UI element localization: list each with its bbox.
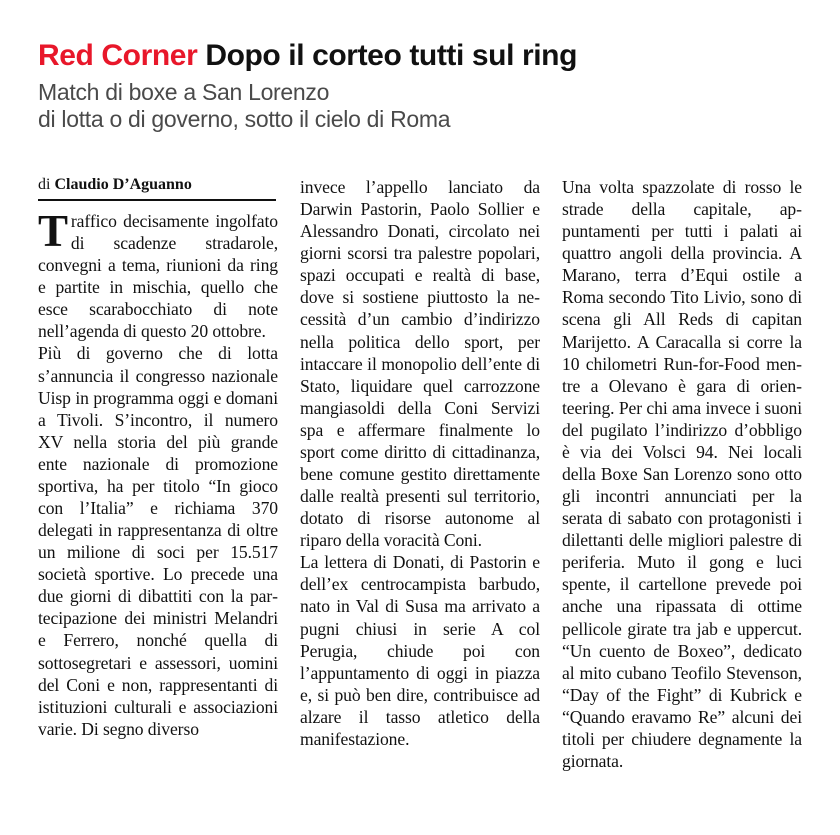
headline-kicker: Red Corner [38, 39, 198, 72]
drop-cap: T [38, 206, 68, 256]
paragraph-text: raffico decisamente ingolfato di scadenze stradarole, convegni a tema, riunioni da ring e partite in mischia, quello che esce scarabocchiato di note nell’agenda di questo 20 ottobre. [38, 211, 278, 342]
subhead-line-2: di lotta o di governo, sotto il cielo di Roma [38, 106, 451, 133]
column-1-text [38, 206, 278, 740]
subhead-line-1: Match di boxe a San Lorenzo [38, 79, 330, 106]
article-headline [38, 40, 802, 72]
column-3-text [562, 176, 802, 772]
paragraph: La lettera di Donati, di Pastorin e dell’ex centrocampista barbudo, nato in Val di Susa ma arrivato a pugni chiusi in serie A col Perugia, chiude poi con l’appuntamento di oggi in piazza e, si può ben dire, contribuisce ad alzare il tasso atletico della manifestazione. [300, 552, 540, 749]
paragraph [38, 206, 278, 342]
article-column-2 [300, 176, 540, 827]
byline-prefix: di [38, 176, 51, 193]
byline-author: Claudio D’Aguanno [54, 176, 192, 193]
article-column-1 [38, 176, 278, 827]
paragraph: Più di governo che di lotta s’annuncia il congresso nazionale Uisp in programma oggi e domani a Tivoli. S’incontro, il numero XV nella storia del più grande ente nazionale di promozione sportiva, ha per titolo “In gioco con l’Italia” e richiama 370 delegati in rappresentanza di oltre un milione di soci per 15.517 società sportive. Lo precede una due giorni di dibattiti con la partecipazione dei ministri Melandri e Ferrero, nonché quella di sottosegretari e assessori, uomini del Coni e non, rappresentanti di istituzioni culturali e associazioni varie. Di segno diverso [38, 343, 278, 739]
paragraph: invece l’appello lanciato da Darwin Pastorin, Paolo Sollier e Alessandro Donati, circolato nei giorni scorsi tra palestre popolari, spazi occupati e realtà di base, dove si sostiene piuttosto la necessità d’un cambio d’indirizzo nella politica dello sport, per intaccare il monopolio dell’ente di Stato, liquidare quel carrozzone mangiasoldi della Coni Servizi spa e affermare finalmente lo sport come diritto di cittadinanza, bene comune gestito direttamente dalle realtà presenti sul territorio, dotato di risorse autonome al riparo della voracità Coni. [300, 177, 540, 551]
article-subhead [38, 79, 802, 133]
article-columns [38, 176, 802, 827]
column-2-text [300, 176, 540, 750]
paragraph: Una volta spazzolate di rosso le strade della capitale, appuntamenti per tutti i palati ai quattro angoli della provincia. A Marano, terra d’Equi ostile a Roma secondo Tito Livio, sono di scena gli All Reds di capitan Marijetto. A Caracalla si corre la 10 chilometri Run-for-Food mentre a Olevano è gara di orienteering. Per chi ama invece i suoni del pugilato l’indirizzo d’obbligo è via dei Volsci 94. Nei locali della Boxe San Lorenzo sono otto gli incontri annunciati per la serata di sabato con protagonisti i dilettanti delle migliori palestre di periferia. Muto il gong e luci spente, il cartellone prevede poi anche una ripassata di ottime pellicole girate tra jab e uppercut. “Un cuento de Boxeo”, dedicato al mito cubano Teofilo Stevenson, “Day of the Fight” di Kubrick e “Quando eravamo Re” alcuni dei titoli per chiudere degnamente la giornata. [562, 177, 802, 772]
headline-main: Dopo il corteo tutti sul ring [205, 39, 578, 72]
article-column-3 [562, 176, 802, 827]
byline [38, 176, 276, 201]
